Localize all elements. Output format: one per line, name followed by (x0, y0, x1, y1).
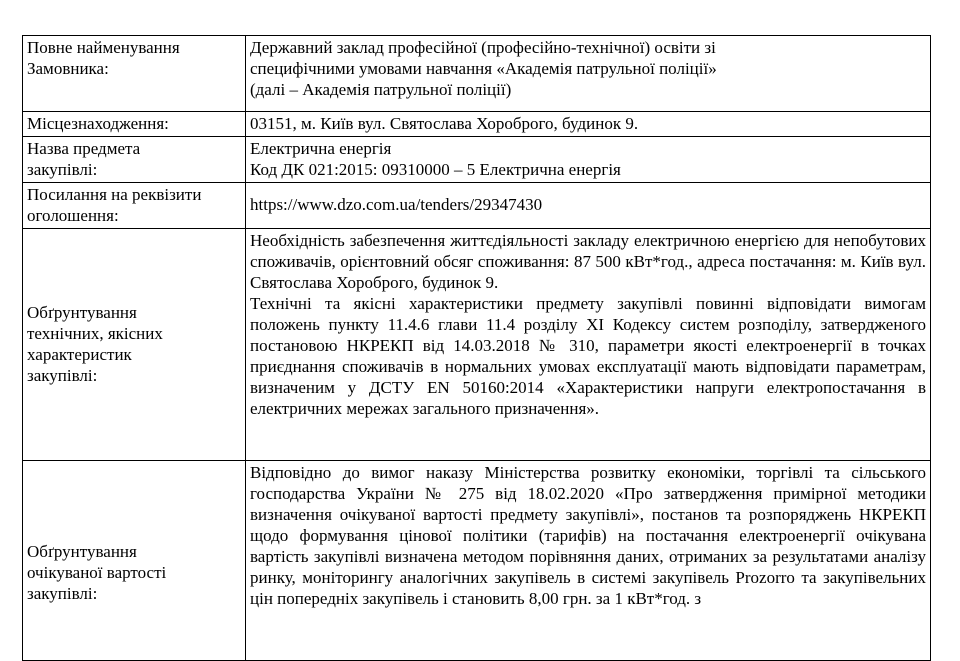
table-row-technical-justification (23, 229, 931, 461)
label-cell (23, 36, 246, 112)
subject-text: Електрична енергія (250, 139, 392, 158)
address-text: 03151, м. Київ вул. Святослава Хороброго, будинок 9. (250, 114, 639, 133)
label-text: Обґрунтування (27, 542, 137, 561)
table-row-cost-justification (23, 461, 931, 661)
paragraph: Технічні та якісні характеристики предмету закупівлі повинні відповідати вимогам положень пункту 11.4.6 глави 11.4 розділу XI Кодексу систем розподілу, затвердженого постановою НКРЕКП від 14.03.2018 № 310, параметри якості електроенергії в точках приєднання споживачів в нормальних умовах експлуатації мають відповідати параметрам, визначеним у ДСТУ EN 50160:2014 «Характеристики напруги електропостачання в електричних мережах загального призначення». (250, 294, 926, 418)
table-row-subject (23, 137, 931, 183)
paragraph: Відповідно до вимог наказу Міністерства розвитку економіки, торгівлі та сільського господарства України № 275 від 18.02.2020 «Про затвердження примірної методики визначення очікуваної вартості предмету закупівлі», постанов та розпоряджень НКРЕКП щодо формування цінової політики (тарифів) на постачання електроенергії очікувана вартість закупівлі визначена методом порівняння даних, отриманих за результатами аналізу ринку, моніторингу аналогічних закупівель в системі закупівель Prozorro та закупівельних цін попередніх закупівель і становить 8,00 грн. за 1 кВт*год. з (250, 463, 926, 608)
subject-code: Код ДК 021:2015: 09310000 – 5 Електрична енергія (250, 160, 621, 179)
tender-link[interactable]: https://www.dzo.com.ua/tenders/29347430 (250, 195, 543, 214)
value-cell (246, 137, 931, 183)
value-cell (246, 461, 931, 661)
value-cell (246, 229, 931, 461)
table-row-link (23, 183, 931, 229)
value-cell (246, 36, 931, 112)
customer-name: Державний заклад професійної (професійно-технічної) освіти зі (250, 38, 716, 57)
label-text: технічних, якісних (27, 324, 163, 343)
label-cell (23, 112, 246, 137)
customer-name: (далі – Академія патрульної поліції) (250, 80, 512, 99)
value-cell (246, 112, 931, 137)
value-cell (246, 183, 931, 229)
label-text: Посилання на реквізити (27, 185, 202, 204)
label-cell (23, 183, 246, 229)
label-text: закупівлі: (27, 366, 98, 385)
label-text: очікуваної вартості (27, 563, 167, 582)
paragraph: Необхідність забезпечення життєдіяльності закладу електричною енергією для непобутових споживачів, орієнтовний обсяг споживання: 87 500 кВт*год., адреса постачання: м. Київ вул. Святослава Хороброго, будинок 9. (250, 231, 926, 292)
customer-name: специфічними умовами навчання «Академія патрульної поліції» (250, 59, 717, 78)
label-text: оголошення: (27, 206, 119, 225)
table-row-customer (23, 36, 931, 112)
procurement-info-table (22, 35, 931, 661)
label-cell (23, 461, 246, 661)
label-text: Обґрунтування (27, 303, 137, 322)
label-cell (23, 229, 246, 461)
label-text: Назва предмета (27, 139, 141, 158)
label-text: характеристик (27, 345, 132, 364)
table-row-location (23, 112, 931, 137)
label-text: закупівлі: (27, 584, 98, 603)
label-text: Повне найменування (27, 38, 180, 57)
label-text: Місцезнаходження: (27, 114, 169, 133)
label-cell (23, 137, 246, 183)
label-text: Замовника: (27, 59, 109, 78)
label-text: закупівлі: (27, 160, 98, 179)
